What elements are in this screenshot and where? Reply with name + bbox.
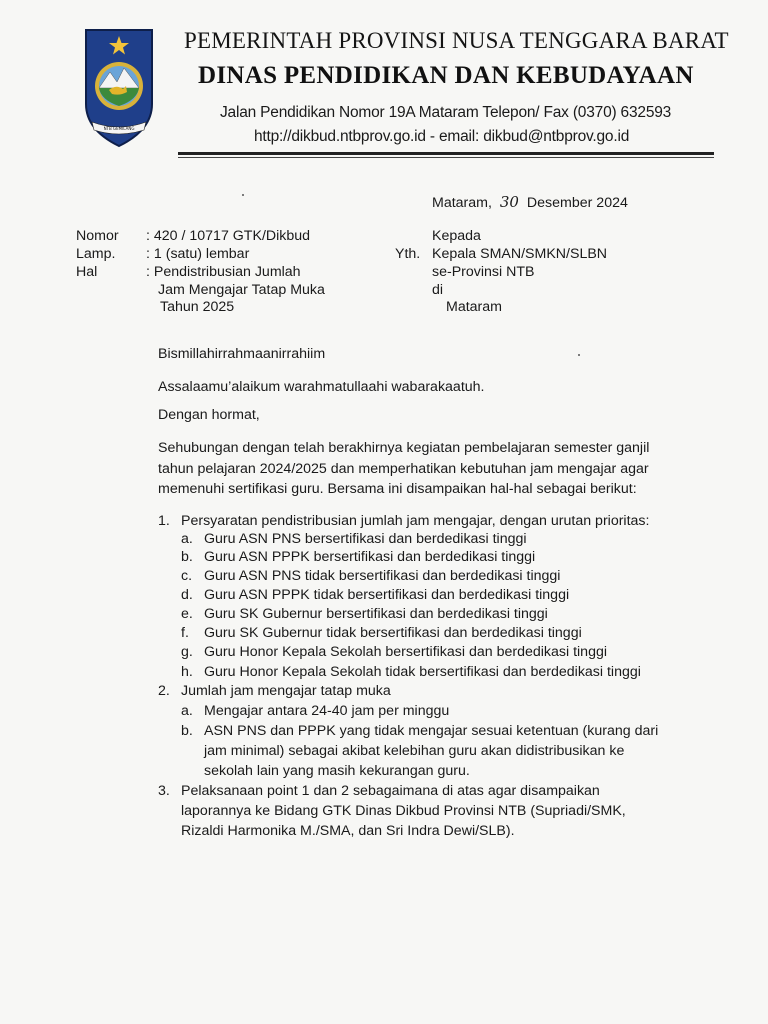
point-1a-letter: a.: [181, 531, 193, 547]
recipient-line-1: Kepala SMAN/SMKN/SLBN: [432, 246, 608, 262]
greeting: Dengan hormat,: [158, 407, 260, 423]
basmalah: Bismillahirrahmaanirrahiim: [158, 346, 326, 362]
letterhead-address: Jalan Pendidikan Nomor 19A Mataram Telepon/ Fax (0370) 632593: [220, 104, 672, 121]
provincial-emblem-icon: [82, 26, 156, 150]
point-1g-text: Guru Honor Kepala Sekolah bersertifikasi dan berdedikasi tinggi: [204, 644, 607, 660]
hal-label: Hal: [76, 264, 98, 280]
lamp-value: : 1 (satu) lembar: [146, 246, 250, 262]
letterhead-rule-thick: [178, 152, 714, 155]
recipient-line-4: Mataram: [446, 299, 502, 315]
point-1b-letter: b.: [181, 549, 193, 565]
recipient-kepada: Kepada: [432, 228, 481, 244]
point-1f-text: Guru SK Gubernur tidak bersertifikasi dan berdedikasi tinggi: [204, 625, 582, 641]
point-2a-letter: a.: [181, 703, 193, 719]
point-2b-line-1: ASN PNS dan PPPK yang tidak mengajar sesuai ketentuan (kurang dari: [204, 723, 659, 739]
hal-value-1: : Pendistribusian Jumlah: [146, 264, 301, 280]
nomor-value: : 420 / 10717 GTK/Dikbud: [146, 228, 311, 244]
recipient-line-2: se-Provinsi NTB: [432, 264, 535, 280]
point-1g-letter: g.: [181, 644, 193, 660]
letter-date: Mataram, 30 Desember 2024: [432, 193, 628, 211]
emblem-ribbon-text: NTB GEMILANG: [103, 126, 135, 131]
point-1a-text: Guru ASN PNS bersertifikasi dan berdedikasi tinggi: [204, 531, 527, 547]
point-2b-line-3: sekolah lain yang masih kekurangan guru.: [204, 763, 470, 779]
point-1e-letter: e.: [181, 606, 193, 622]
point-3-line-3: Rizaldi Harmonika M./SMA, dan Sri Indra Dewi/SLB).: [181, 823, 515, 839]
point-2-text: Jumlah jam mengajar tatap muka: [181, 683, 391, 699]
letterhead-agency: DINAS PENDIDIKAN DAN KEBUDAYAAN: [198, 62, 694, 89]
point-3-line-1: Pelaksanaan point 1 dan 2 sebagaimana di atas agar disampaikan: [181, 783, 600, 799]
point-3-line-2: laporannya ke Bidang GTK Dinas Dikbud Provinsi NTB (Supriadi/SMK,: [181, 803, 626, 819]
hal-value-3: Tahun 2025: [160, 299, 235, 315]
point-1d-letter: d.: [181, 587, 193, 603]
point-1h-letter: h.: [181, 664, 193, 680]
point-2-number: 2.: [158, 683, 170, 699]
point-2b-letter: b.: [181, 723, 193, 739]
hal-value-2: Jam Mengajar Tatap Muka: [158, 282, 325, 298]
letterhead-contact: http://dikbud.ntbprov.go.id - email: dikbud@ntbprov.go.id: [254, 128, 630, 145]
intro-line-2: tahun pelajaran 2024/2025 dan memperhatikan kebutuhan jam mengajar agar: [158, 461, 649, 477]
point-1h-text: Guru Honor Kepala Sekolah tidak bersertifikasi dan berdedikasi tinggi: [204, 664, 641, 680]
point-1c-letter: c.: [181, 568, 193, 584]
letterhead-rule-thin: [178, 157, 714, 158]
recipient-yth: Yth.: [395, 246, 421, 262]
point-1b-text: Guru ASN PPPK bersertifikasi dan berdedikasi tinggi: [204, 549, 536, 565]
point-1-text: Persyaratan pendistribusian jumlah jam mengajar, dengan urutan prioritas:: [181, 513, 650, 529]
point-1c-text: Guru ASN PNS tidak bersertifikasi dan berdedikasi tinggi: [204, 568, 561, 584]
point-2b-line-2: jam minimal) sebagai akibat kelebihan guru akan didistribusikan ke: [204, 743, 625, 759]
point-3-number: 3.: [158, 783, 170, 799]
intro-line-1: Sehubungan dengan telah berakhirnya kegiatan pembelajaran semester ganjil: [158, 440, 650, 456]
salam: Assalaamu’alaikum warahmatullaahi wabarakaatuh.: [158, 379, 485, 395]
intro-line-3: memenuhi sertifikasi guru. Bersama ini disampaikan hal-hal sebagai berikut:: [158, 481, 637, 497]
lamp-label: Lamp.: [76, 246, 116, 262]
nomor-label: Nomor: [76, 228, 119, 244]
scan-speck: [578, 354, 580, 356]
recipient-line-3: di: [432, 282, 444, 298]
scan-speck: [242, 194, 244, 196]
point-1e-text: Guru SK Gubernur bersertifikasi dan berdedikasi tinggi: [204, 606, 548, 622]
point-1-number: 1.: [158, 513, 170, 529]
point-1d-text: Guru ASN PPPK tidak bersertifikasi dan berdedikasi tinggi: [204, 587, 570, 603]
point-1f-letter: f.: [181, 625, 189, 641]
letterhead-government: PEMERINTAH PROVINSI NUSA TENGGARA BARAT: [184, 28, 729, 53]
point-2a-text: Mengajar antara 24-40 jam per minggu: [204, 703, 450, 719]
